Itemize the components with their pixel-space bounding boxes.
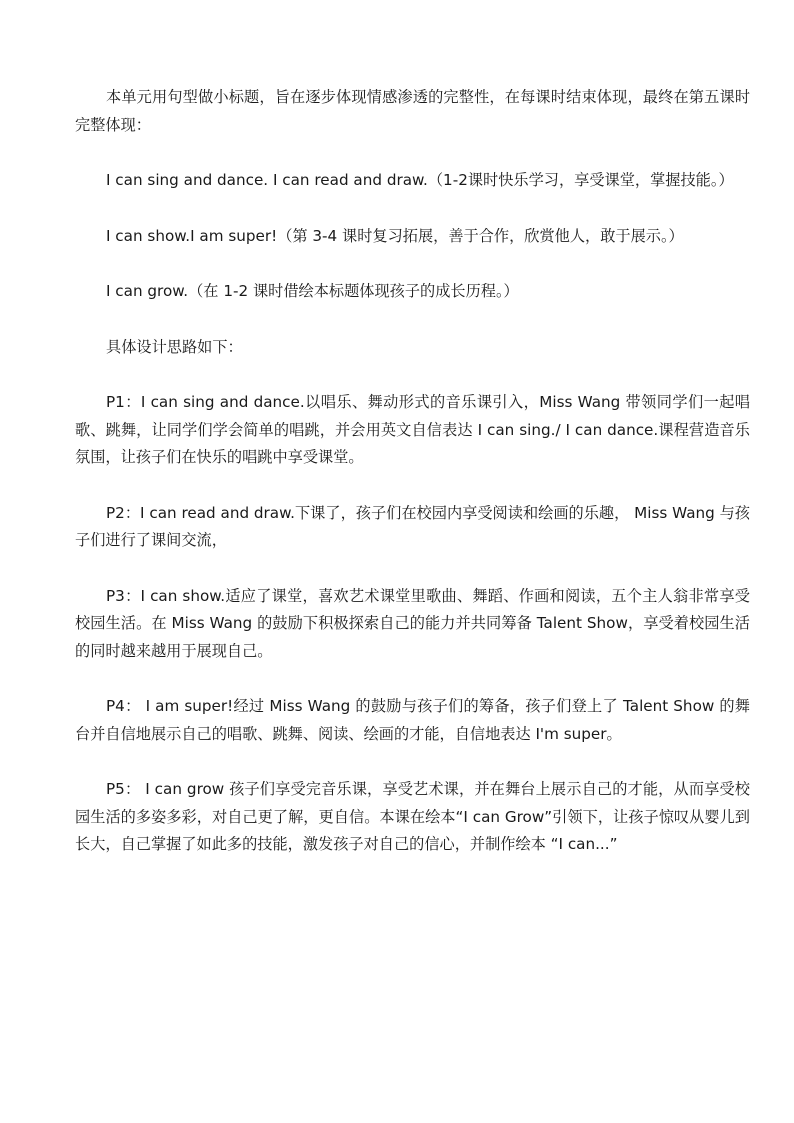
paragraph-gap <box>75 361 750 389</box>
paragraph-gap <box>75 472 750 500</box>
paragraph-p5: P5： I can grow 孩子们享受完音乐课，享受艺术课，并在舞台上展示自己的才能，从而享受校园生活的多姿多彩，对自己更了解，更自信。本课在绘本“I can Grow”引领下，让孩子惊叹从婴儿到长大，自己掌握了如此多的技能，激发孩子对自己的信心，并制作绘本 “I can...” <box>75 780 750 853</box>
paragraph-gap <box>75 195 750 223</box>
paragraph-gap <box>75 306 750 334</box>
paragraph-p4: P4： I am super!经过 Miss Wang 的鼓励与孩子们的筹备，孩子们登上了 Talent Show 的舞台并自信地展示自己的唱歌、跳舞、阅读、绘画的才能，自信地表达 I'm super。 <box>75 697 750 743</box>
paragraph-gap <box>75 555 750 583</box>
paragraph-intro: 本单元用句型做小标题，旨在逐步体现情感渗透的完整性，在每课时结束体现，最终在第五课时完整体现： <box>75 88 750 134</box>
paragraph-gap <box>75 665 750 693</box>
paragraph-sing-dance-read-draw: I can sing and dance. I can read and draw.（1-2课时快乐学习，享受课堂，掌握技能。） <box>106 171 734 189</box>
paragraph-gap <box>75 748 750 776</box>
paragraph-p1: P1：I can sing and dance.以唱乐、舞动形式的音乐课引入，Miss Wang 带领同学们一起唱歌、跳舞，让同学们学会简单的唱跳，并会用英文自信表达 I can sing./ I can dance.课程营造音乐氛围，让孩子们在快乐的唱跳中享受课堂。 <box>75 393 750 466</box>
paragraph-p2: P2：I can read and draw.下课了，孩子们在校园内享受阅读和绘画的乐趣， Miss Wang 与孩子们进行了课间交流， <box>75 503 750 549</box>
paragraph-gap <box>75 139 750 167</box>
paragraph-p3: P3：I can show.适应了课堂，喜欢艺术课堂里歌曲、舞蹈、作画和阅读，五个主人翁非常享受校园生活。在 Miss Wang 的鼓励下积极探索自己的能力并共同筹备 Talent Show，享受着校园生活的同时越来越用于展现自己。 <box>75 586 750 660</box>
paragraph-grow: I can grow.（在 1-2 课时借绘本标题体现孩子的成长历程。） <box>106 282 519 300</box>
paragraph-design-intro: 具体设计思路如下： <box>106 337 243 356</box>
document-body <box>75 84 750 859</box>
paragraph-show-super: I can show.I am super!（第 3-4 课时复习拓展，善于合作，欣赏他人，敢于展示。） <box>106 226 684 245</box>
paragraph-gap <box>75 250 750 278</box>
